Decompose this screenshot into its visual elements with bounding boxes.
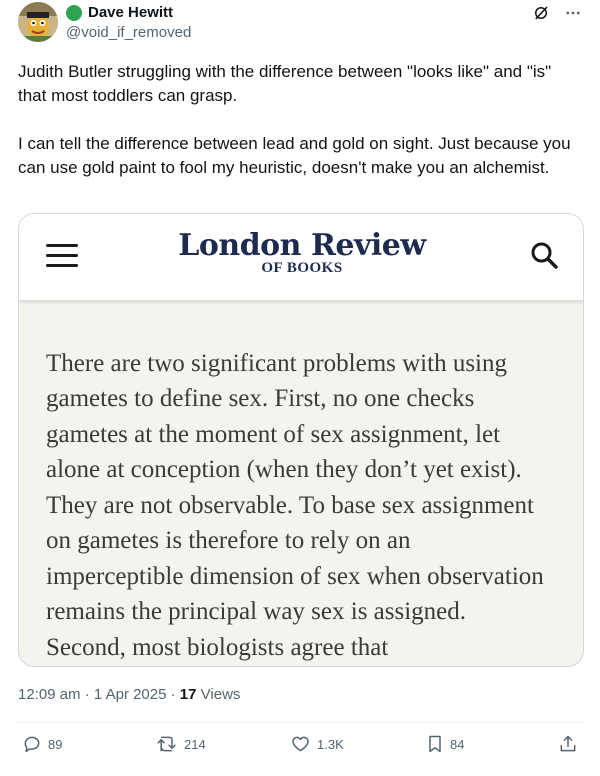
meta-separator: ·: [84, 686, 90, 703]
author-name-row: [66, 4, 173, 21]
author-display-name[interactable]: Dave Hewitt: [88, 4, 174, 21]
article-excerpt: [46, 266, 546, 665]
search-icon: [529, 240, 559, 270]
share-button[interactable]: [558, 734, 578, 754]
reply-icon: [22, 734, 42, 754]
repost-button[interactable]: [156, 734, 206, 754]
media-card[interactable]: [18, 213, 584, 667]
reply-button[interactable]: [22, 734, 62, 754]
grok-icon[interactable]: [532, 4, 550, 22]
lrb-site-title: London Review: [178, 228, 426, 263]
avatar[interactable]: [18, 2, 58, 42]
tweet-text: [18, 60, 584, 180]
tweet-time[interactable]: 12:09 am: [18, 686, 81, 703]
action-bar: [18, 734, 584, 758]
top-icons: [532, 4, 582, 22]
meta-separator: ·: [170, 686, 176, 703]
tweet-paragraph: I can tell the difference between lead and gold on sight. Just because you can use gold paint to fool my heuristic, doesn't make you an alchemist.: [18, 134, 571, 177]
tweet-paragraph: Judith Butler struggling with the difference between "looks like" and "is" that most toddlers can grasp.: [18, 62, 552, 105]
author-handle[interactable]: @void_if_removed: [66, 24, 192, 41]
bookmark-button[interactable]: [426, 734, 464, 754]
lrb-site-subtitle: OF BOOKS: [261, 260, 343, 276]
share-icon: [558, 734, 578, 754]
tweet-meta: [18, 686, 240, 703]
lrb-header: [19, 214, 584, 300]
repost-icon: [156, 734, 178, 754]
more-icon[interactable]: [564, 4, 582, 22]
bookmark-count: 84: [450, 736, 465, 752]
reply-count: 89: [48, 736, 63, 752]
like-icon: [290, 734, 311, 754]
like-count: 1.3K: [317, 736, 344, 752]
repost-count: 214: [184, 736, 206, 752]
tweet-date[interactable]: 1 Apr 2025: [93, 686, 167, 703]
views-label: Views: [200, 686, 241, 703]
like-button[interactable]: [290, 734, 344, 754]
views-count: 17: [179, 686, 197, 703]
divider: [18, 722, 584, 723]
article-paragraph: There are two significant problems with using gametes to define sex. First, no one checks gametes at the moment of sex assignment, let alone at conception (when they don’t yet exist). They are not observable. To base sex assignment on gametes is therefore to rely on an imperceptible dimension of sex when observation remains the principal way sex is assigned. Second, most biologists agree that: [46, 349, 544, 661]
bookmark-icon: [426, 734, 444, 754]
tweet-header: [0, 0, 600, 56]
status-dot-icon: [66, 5, 82, 21]
